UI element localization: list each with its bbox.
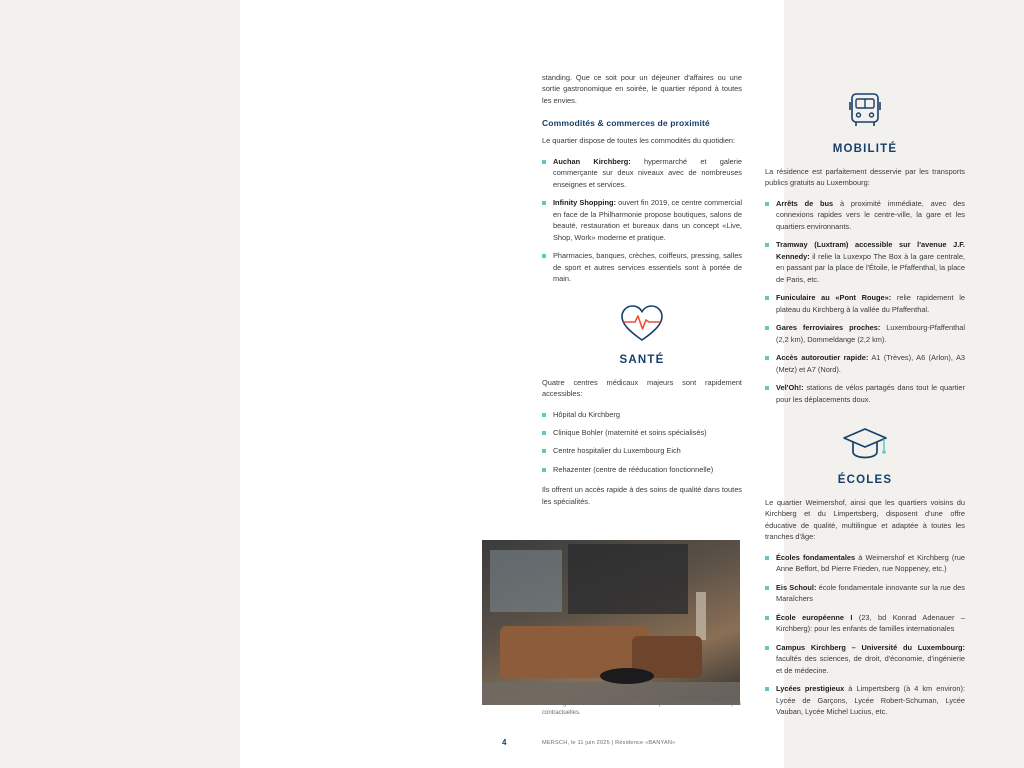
list-item — [765, 552, 965, 575]
list-item-text: à Limpertsberg (à 4 km environ): Lycée de Garçons, Lycée Robert-Schuman, Lycée Vauban, Lycée Michel Lucius, etc. — [776, 684, 965, 716]
list-item-label: Campus Kirchberg – Université du Luxembourg: — [776, 642, 965, 652]
mobilite-list — [765, 198, 965, 405]
heart-pulse-icon — [542, 303, 742, 348]
list-item — [765, 292, 965, 315]
list-item — [765, 198, 965, 232]
right-column — [765, 72, 965, 726]
sante-outro: Ils offrent un accès rapide à des soins de qualité dans toutes les spécialités. — [542, 485, 742, 506]
list-item-text: Luxembourg-Pfaffenthal (2,2 km), Dommeldange (2,2 km). — [776, 323, 965, 344]
mobilite-intro: La résidence est parfaitement desservie par les transports publics gratuits au Luxembourg: — [765, 167, 965, 188]
commodites-intro: Le quartier dispose de toutes les commodités du quotidien: — [542, 136, 736, 146]
list-item-text: (23, bd Konrad Adenauer – Kirchberg): pour les enfants de familles internationales — [776, 612, 965, 634]
graduation-cap-icon — [765, 423, 965, 468]
list-item — [765, 642, 965, 676]
list-item-label: Écoles fondamentales — [776, 552, 856, 562]
list-item-text: hypermarché et galerie commerçante sur deux niveaux avec de nombreuses enseignes et services. — [553, 156, 742, 189]
list-item-label: Gares ferroviaires proches: — [776, 323, 881, 333]
page-number: 4 — [502, 738, 507, 747]
list-item-label: École européenne I — [776, 612, 853, 622]
commodites-list — [542, 156, 742, 285]
list-item — [765, 239, 965, 285]
list-item — [542, 250, 742, 284]
list-item-text: Rehazenter (centre de rééducation fonctionnelle) — [553, 464, 714, 474]
list-item — [765, 612, 965, 635]
list-item-text: relie rapidement le plateau du Kirchberg à la vallée du Pfaffenthal. — [776, 293, 965, 314]
footer-text: MERSCH, le 11 juin 2025 | Résidence «BANYAN» — [542, 740, 676, 746]
photo-lamp — [696, 592, 706, 640]
list-item-label: Infinity Shopping: — [553, 198, 616, 208]
list-item — [765, 683, 965, 717]
list-item-text: à proximité immédiate, avec des connexions rapides vers le centre-ville, la gare et les quartiers environnants. — [776, 198, 965, 231]
sante-title: SANTÉ — [619, 353, 665, 366]
photo-coffee-table — [600, 668, 654, 684]
photo-wall — [568, 544, 688, 614]
list-item-label: Accès autoroutier rapide: — [776, 353, 869, 363]
list-item-text: il relie la Luxexpo The Box à la gare centrale, en passant par la place de l'Étoile, le Pfaffenthal, la place de Paris, etc. — [776, 251, 965, 284]
list-item-text: Pharmacies, banques, crèches, coiffeurs, pressing, salles de sport et autres services essentiels sont à portée de main. — [553, 251, 742, 284]
list-item-text: facultés des sciences, de droit, d'économie, d'ingénierie et de médecine. — [776, 654, 965, 675]
list-item-text: école fondamentale innovante sur la rue des Maraîchers — [776, 582, 965, 604]
photo-caption: Les images dans cette brochure ne le sont qu'à titre indicatif et ne sont pas contractuelles. — [542, 701, 741, 716]
list-item — [765, 322, 965, 345]
ecoles-title: ÉCOLES — [837, 473, 893, 486]
list-item — [542, 156, 742, 190]
list-item-label: Auchan Kirchberg: — [553, 156, 631, 166]
photo-window — [490, 550, 562, 612]
list-item-text: A1 (Trèves), A6 (Arlon), A3 (Metz) et A7 (Nord). — [776, 353, 965, 374]
document-page — [240, 0, 966, 768]
mobilite-title: MOBILITÉ — [832, 143, 898, 155]
list-item-text: ouvert fin 2019, ce centre commercial en face de la Philharmonie propose boutiques, salons de beauté, restauration et bureaux dans un concept «Live, Shop, Work» moderne et pratique. — [553, 198, 742, 242]
list-item-text: stations de vélos partagés dans tout le quartier pour les déplacements doux. — [776, 383, 965, 404]
list-item-text: à Weimershof et Kirchberg (rue Anne Beffort, bd Pierre Frieden, rue Noppeney, etc.) — [776, 552, 966, 574]
intro-paragraph: standing. Que ce soit pour un déjeuner d'affaires ou une sortie gastronomique en soirée, le quartier répond à toutes les envies. — [542, 73, 742, 105]
list-item-label: Arrêts de bus — [776, 198, 834, 208]
commodites-heading: Commodités & commerces de proximité — [542, 118, 710, 129]
list-item — [542, 427, 742, 438]
bus-icon — [765, 90, 965, 137]
list-item-label: Lycées prestigieux — [776, 684, 845, 694]
list-item-text: Centre hospitalier du Luxembourg Eich — [553, 446, 681, 456]
sante-list — [542, 409, 742, 476]
list-item — [542, 409, 742, 420]
list-item-label: Funiculaire au «Pont Rouge»: — [776, 293, 892, 303]
list-item — [765, 382, 965, 405]
interior-photo — [482, 540, 740, 705]
list-item-label: Vel'Oh!: — [776, 383, 804, 393]
list-item-label: Eis Schoul: — [776, 582, 817, 592]
list-item-text: Clinique Bohler (maternité et soins spécialisés) — [553, 427, 707, 437]
list-item — [765, 352, 965, 375]
list-item — [542, 197, 742, 243]
left-column — [542, 72, 742, 516]
list-item — [542, 445, 742, 456]
list-item — [765, 582, 965, 605]
list-item — [542, 464, 742, 475]
ecoles-list — [765, 552, 965, 718]
list-item-label: Tramway (Luxtram) accessible sur l'avenue J.F. Kennedy: — [776, 240, 965, 261]
sante-intro: Quatre centres médicaux majeurs sont rapidement accessibles: — [542, 377, 742, 399]
ecoles-intro: Le quartier Weimershof, ainsi que les quartiers voisins du Kirchberg et du Limpertsberg, disposent d'une offre éducative de qualité, multilingue et adaptée à toutes les tranches d'âge: — [765, 497, 965, 542]
list-item-text: Hôpital du Kirchberg — [553, 409, 620, 419]
